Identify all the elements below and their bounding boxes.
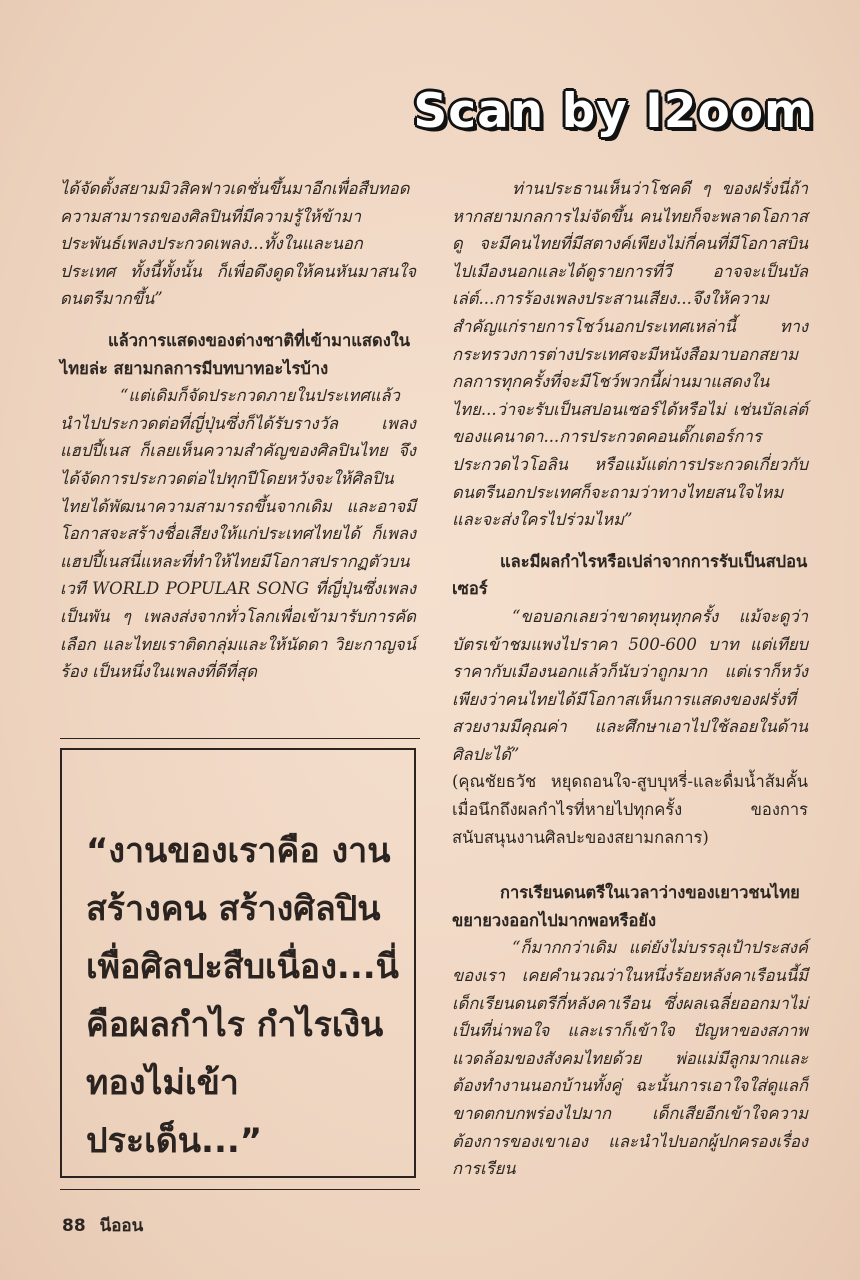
divider [60, 1189, 420, 1190]
left-column [60, 175, 416, 686]
scan-watermark: Scan by I2oom [413, 84, 814, 139]
paragraph: “แต่เดิมก็จัดประกวดภายในประเทศแล้วนำไปประกวดต่อที่ญี่ปุ่นซึ่งก็ได้รับรางวัล เพลงแฮปปี้เนส ก็เลยเห็นความสำคัญของศิลปินไทย จึงได้จัดการประกวดต่อไปทุกปีโดยหวังจะให้ศิลปินไทยได้พัฒนาความสามารถขึ้นจากเดิม และอาจมีโอกาสจะสร้างชื่อเสียงให้แก่ประเทศไทยได้ ก็เพลงแฮปปี้เนสนี่แหละที่ทำให้ไทยมีโอกาสปรากฏตัวบนเวที WORLD POPULAR SONG ที่ญี่ปุ่นซึ่งเพลงเป็นพัน ๆ เพลงส่งจากทั่วโลกเพื่อเข้ามารับการคัดเลือก และไทยเราติดกลุ่มและให้นัดดา วิยะกาญจน์ร้อง เป็นหนึ่งในเพลงที่ดีที่สุด [60, 386, 416, 682]
interview-question: และมีผลกำไรหรือเปล่าจากการรับเป็นสปอนเซอร์ [452, 551, 808, 599]
paragraph: “ก็มากกว่าเดิม แต่ยังไม่บรรลุเป้าประสงค์ของเรา เคยคำนวณว่าในหนึ่งร้อยหลังคาเรือนนี้มีเด็กเรียนดนตรีกี่หลังคาเรือน ซึ่งผลเฉลี่ยออกมาไม่เป็นที่น่าพอใจ และเราก็เข้าใจ ปัญหาของสภาพแวดล้อมของสังคมไทยด้วย พ่อแม่มีลูกมากและต้องทำงานนอกบ้านทั้งคู่ ฉะนั้นการเอาใจใส่ดูแลก็ขาดตกบกพร่องไปมาก เด็กเสียอีกเข้าใจความต้องการของเขาเอง และนำไปบอกผู้ปกครองเรื่องการเรียน [452, 938, 808, 1179]
paragraph: (คุณชัยธวัช หยุดถอนใจ-สูบบุหรี่-และดื่มน้ำส้มคั้นเมื่อนึกถึงผลกำไรที่หายไปทุกครั้ง ของการสนับสนุนงานศิลปะของสยามกลการ) [452, 772, 808, 847]
right-column [452, 175, 808, 1183]
divider [60, 738, 420, 739]
interview-question: การเรียนดนตรีในเวลาว่างของเยาวชนไทยขยายวงออกไปมากพอหรือยัง [452, 883, 800, 930]
pull-quote-box [60, 748, 416, 1178]
paragraph: “ขอบอกเลยว่าขาดทุนทุกครั้ง แม้จะดูว่าบัตรเข้าชมแพงไปราคา 500-600 บาท แต่เทียบราคากับเมืองนอกแล้วก็นับว่าถูกมาก แต่เราก็หวังเพียงว่าคนไทยได้มีโอกาสเห็นการแสดงของฝรั่งที่สวยงามมีคุณค่า และศึกษาเอาไปใช้ลอยในด้านศิลปะได้” [452, 606, 808, 764]
page-number: 88 [62, 1216, 86, 1236]
magazine-name: นีออน [99, 1216, 144, 1236]
paragraph: ได้จัดตั้งสยามมิวสิคฟาวเดชั่นขึ้นมาอีกเพื่อสืบทอดความสามารถของศิลปินที่มีความรู้ให้ข้ามา ประพันธ์เพลงประกวดเพลง...ทั้งในและนอกประเทศ ทั้งนี้ทั้งนั้น ก็เพื่อดึงดูดให้คนหันมาสนใจดนตรีมากขึ้น” [60, 179, 416, 309]
page-footer [62, 1212, 151, 1239]
pull-quote: “งานของเราคือ งานสร้างคน สร้างศิลปินเพื่อศิลปะสืบเนื่อง...นี่คือผลกำไร กำไรเงินทองไม่เข้าประเด็น...” [86, 831, 399, 1161]
interview-question: แล้วการแสดงของต่างชาติที่เข้ามาแสดงในไทยล่ะ สยามกลการมีบทบาทอะไรบ้าง [60, 330, 411, 378]
paragraph: ท่านประธานเห็นว่าโชคดี ๆ ของฝรั่งนี่ถ้าหากสยามกลการไม่จัดขึ้น คนไทยก็จะพลาดโอกาสดู จะมีคนไทยที่มีสตางค์เพียงไม่กี่คนที่มีโอกาสบินไปเมืองนอกและได้ดูรายการที่วี อาจจะเป็นบัลเล่ต์...การร้องเพลงประสานเสียง...จึงให้ความสำคัญแก่รายการโชว์นอกประเทศเหล่านี้ ทางกระทรวงการต่างประเทศจะมีหนังสือมาบอกสยามกลการทุกครั้งที่จะมีโชว์พวกนี้ผ่านมาแสดงในไทย...ว่าจะรับเป็นสปอนเซอร์ได้หรือไม่ เช่นบัลเล่ต์ของแคนาดา...การประกวดคอนดั๊กเตอร์การประกวดไวโอลิน หรือแม้แต่การประกวดเกี่ยวกับดนตรีนอกประเทศก็จะถามว่าทางไทยสนใจไหมและจะส่งใครไปร่วมไหม” [452, 179, 808, 530]
